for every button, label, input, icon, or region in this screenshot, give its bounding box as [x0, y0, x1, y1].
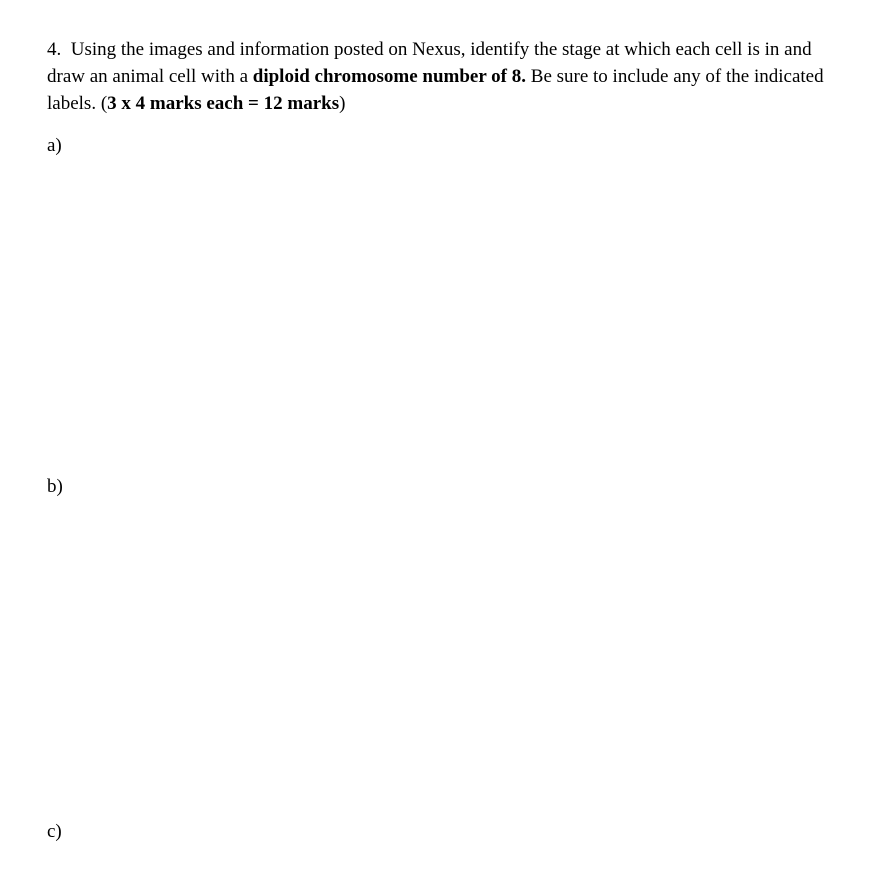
- part-c-label: c): [47, 821, 62, 842]
- question-text-part-1: Using the images and information posted on Nexus, identify the stage at which each cell is in and draw an animal cell with a: [47, 39, 812, 87]
- question-4-prompt: [47, 36, 837, 117]
- part-b-answer-space[interactable]: [47, 501, 837, 806]
- part-c-answer-space[interactable]: [47, 846, 837, 876]
- diploid-emphasis: diploid chromosome number of 8.: [252, 66, 527, 87]
- question-text-part-3: ): [339, 93, 346, 114]
- marks-emphasis: 3 x 4 marks each = 12 marks: [107, 93, 340, 114]
- part-b-label: b): [47, 476, 63, 497]
- question-text-part-2: Be sure to include any of the indicated labels. (: [47, 66, 824, 114]
- part-a-answer-space[interactable]: [47, 160, 837, 460]
- question-number: 4.: [47, 39, 62, 60]
- part-a-label: a): [47, 135, 62, 156]
